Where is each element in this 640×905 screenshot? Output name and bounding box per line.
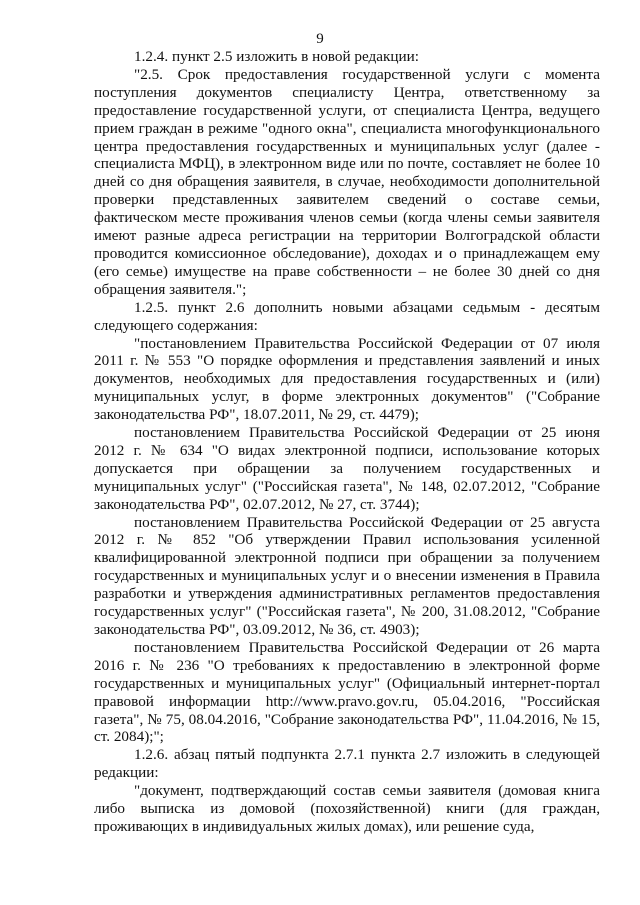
paragraph-1-2-4: 1.2.4. пункт 2.5 изложить в новой редакции: xyxy=(134,48,419,65)
paragraph-1-2-6: 1.2.6. абзац пятый подпункта 2.7.1 пункта 2.7 изложить в следующей редакции: xyxy=(94,746,600,782)
paragraph-clause-2-5: "2.5. Срок предоставления государственной услуги с момента поступления документов специалисту Центра, ответственному за предоставление государственной услуги, от специалиста Центра, ведущего прием граждан в режиме "одного окна", специалиста многофункционального центра предоставления государственных и муниципальных услуг (далее - специалиста МФЦ), в электронном виде или по почте, составляет не более 10 дней со дня обращения заявителя, в случае, необходимости дополнительной проверки представленных заявителем сведений о составе семьи, фактическом месте проживания членов семьи (когда члены семьи заявителя имеют разные адреса регистрации на территории Волгоградской области проводится комиссионное обследование), доходах и о принадлежащем ему (его семье) имуществе на праве собственности – не более 30 дней со дня обращения заявителя."; xyxy=(94,65,600,298)
paragraph-family-document: "документ, подтверждающий состав семьи заявителя (домовая книга либо выписка из домовой (похозяйственной) книги (для граждан, проживающих в индивидуальных жилых домах), или решение суда, xyxy=(94,782,600,835)
paragraph-decree-634: постановлением Правительства Российской Федерации от 25 июня 2012 г. № 634 "О видах электронной подписи, использование которых допускается при обращении за получением государственных и муниципальных услуг" ("Российская газета", № 148, 02.07.2012, "Собрание законодательства РФ", 02.07.2012, № 27, ст. 3744); xyxy=(94,424,600,513)
paragraph-decree-236: постановлением Правительства Российской Федерации от 26 марта 2016 г. № 236 "О требованиях к предоставлению в электронной форме государственных и муниципальных услуг" (Официальный интернет-портал правовой информации http://www.pravo.gov.ru, 05.04.2016, "Российская газета", № 75, 08.04.2016, "Собрание законодательства РФ", 11.04.2016, № 15, ст. 2084);"; xyxy=(94,638,600,746)
page-number: 9 xyxy=(316,31,324,47)
paragraph-decree-852: постановлением Правительства Российской Федерации от 25 августа 2012 г. № 852 "Об утверждении Правил использования усиленной квалифицированной электронной подписи при обращении за получением государственных и муниципальных услуг и о внесении изменения в Правила разработки и утверждения административных регламентов предоставления государственных услуг" ("Российская газета", № 200, 31.08.2012, "Собрание законодательства РФ", 03.09.2012, № 36, ст. 4903); xyxy=(94,513,600,638)
document-body xyxy=(94,48,600,836)
paragraph-decree-553: "постановлением Правительства Российской Федерации от 07 июля 2011 г. № 553 "О порядке оформления и представления заявлений и иных документов, необходимых для предоставления государственных и (или) муниципальных услуг, в форме электронных документов" ("Собрание законодательства РФ", 18.07.2011, № 29, ст. 4479); xyxy=(94,334,600,424)
paragraph-1-2-5: 1.2.5. пункт 2.6 дополнить новыми абзацами седьмым - десятым следующего содержания: xyxy=(94,298,600,334)
